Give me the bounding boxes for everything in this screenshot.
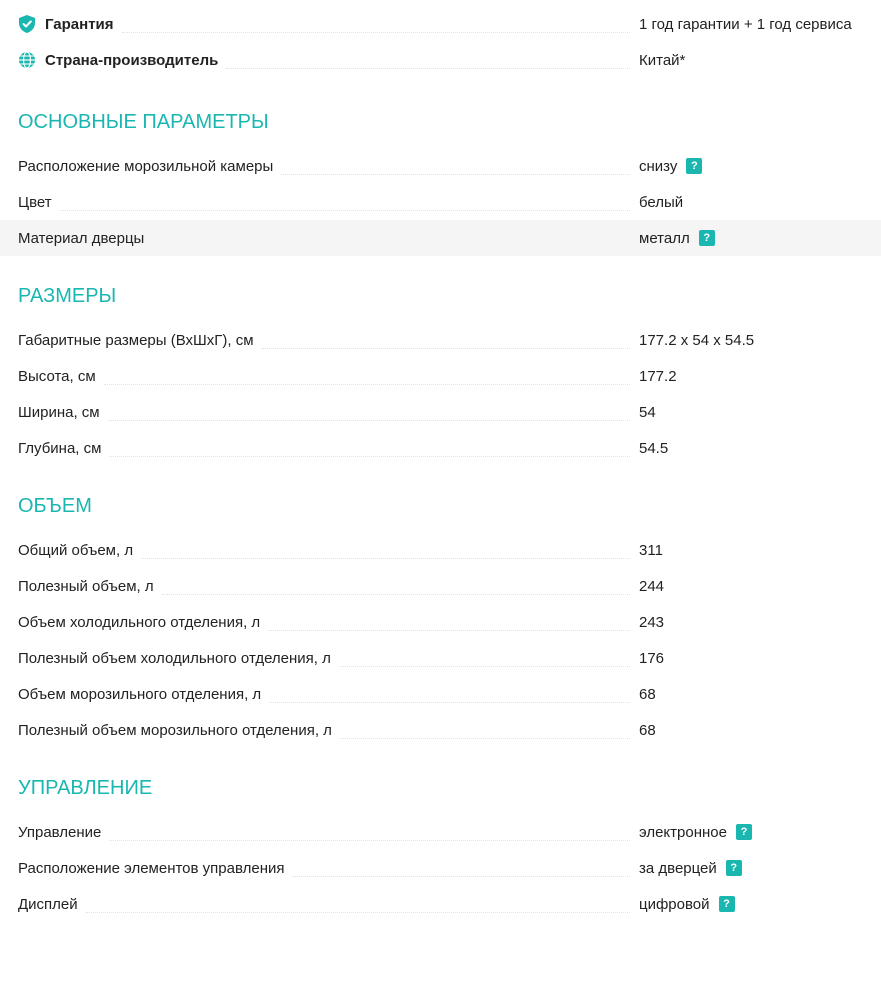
- dotted-leader: [60, 210, 630, 211]
- dotted-leader: [262, 348, 630, 349]
- dotted-leader: [141, 558, 630, 559]
- dotted-leader: [269, 702, 630, 703]
- help-button[interactable]: ?: [719, 896, 735, 912]
- section-title-sizes: РАЗМЕРЫ: [18, 285, 117, 307]
- spec-label: Дисплей: [18, 895, 78, 913]
- help-button[interactable]: ?: [686, 158, 702, 174]
- spec-value: цифровой: [639, 895, 710, 913]
- warranty-label: Гарантия: [45, 15, 114, 33]
- help-button[interactable]: ?: [736, 824, 752, 840]
- spec-label: Цвет: [18, 193, 52, 211]
- spec-value: 54: [639, 403, 656, 421]
- spec-row: [0, 184, 881, 220]
- spec-value: за дверцей: [639, 859, 717, 877]
- spec-row-highlighted: [0, 220, 881, 256]
- dotted-leader: [109, 456, 630, 457]
- dotted-leader: [268, 630, 630, 631]
- spec-row: [0, 322, 881, 358]
- spec-row: [0, 430, 881, 466]
- spec-row: [0, 532, 881, 568]
- country-value: Китай*: [639, 51, 686, 69]
- spec-row: [0, 358, 881, 394]
- dotted-leader: [162, 594, 630, 595]
- spec-row: [0, 886, 881, 922]
- section-title-volume: ОБЪЕМ: [18, 495, 92, 517]
- warranty-row: [0, 6, 881, 42]
- spec-row: [0, 676, 881, 712]
- spec-label: Глубина, см: [18, 439, 102, 457]
- spec-label: Полезный объем, л: [18, 577, 154, 595]
- help-button[interactable]: ?: [726, 860, 742, 876]
- spec-value: 243: [639, 613, 665, 631]
- spec-row: [0, 850, 881, 886]
- spec-label: Объем холодильного отделения, л: [18, 613, 261, 631]
- spec-value: металл: [639, 229, 690, 247]
- spec-value: белый: [639, 193, 684, 211]
- spec-row: [0, 604, 881, 640]
- spec-label: Полезный объем морозильного отделения, л: [18, 721, 332, 739]
- dotted-leader: [339, 666, 630, 667]
- spec-label: Объем морозильного отделения, л: [18, 685, 262, 703]
- spec-row: [0, 712, 881, 748]
- section-title-control: УПРАВЛЕНИЕ: [18, 777, 153, 799]
- spec-label: Расположение морозильной камеры: [18, 157, 274, 175]
- dotted-leader: [340, 738, 630, 739]
- spec-label: Габаритные размеры (ВхШхГ), см: [18, 331, 254, 349]
- dotted-leader: [109, 840, 630, 841]
- dotted-leader: [226, 68, 630, 69]
- spec-label: Расположение элементов управления: [18, 859, 285, 877]
- spec-value: 68: [639, 685, 656, 703]
- dotted-leader: [104, 384, 630, 385]
- dotted-leader: [292, 876, 630, 877]
- spec-value: 311: [639, 541, 663, 559]
- dotted-leader: [281, 174, 630, 175]
- spec-label: Высота, см: [18, 367, 96, 385]
- spec-value: 68: [639, 721, 656, 739]
- spec-row: [0, 640, 881, 676]
- help-button[interactable]: ?: [699, 230, 715, 246]
- globe-icon: [18, 51, 36, 69]
- spec-row: [0, 814, 881, 850]
- dotted-leader: [108, 420, 630, 421]
- spec-label: Материал дверцы: [18, 229, 145, 247]
- shield-check-icon: [18, 15, 36, 33]
- country-label: Страна-производитель: [45, 51, 219, 69]
- dotted-leader: [86, 912, 630, 913]
- spec-row: [0, 568, 881, 604]
- spec-label: Общий объем, л: [18, 541, 134, 559]
- spec-value: 177.2 x 54 x 54.5: [639, 331, 755, 349]
- spec-value: электронное: [639, 823, 727, 841]
- spec-value: снизу: [639, 157, 678, 175]
- section-title-main: ОСНОВНЫЕ ПАРАМЕТРЫ: [18, 111, 269, 133]
- spec-value: 54.5: [639, 439, 669, 457]
- spec-value: 176: [639, 649, 665, 667]
- spec-label: Ширина, см: [18, 403, 100, 421]
- spec-label: Полезный объем холодильного отделения, л: [18, 649, 331, 667]
- country-row: [0, 42, 881, 78]
- spec-row: [0, 148, 881, 184]
- spec-row: [0, 394, 881, 430]
- spec-value: 244: [639, 577, 665, 595]
- spec-label: Управление: [18, 823, 102, 841]
- spec-value: 177.2: [639, 367, 677, 385]
- dotted-leader: [122, 32, 630, 33]
- warranty-value: 1 год гарантии + 1 год сервиса: [639, 15, 852, 33]
